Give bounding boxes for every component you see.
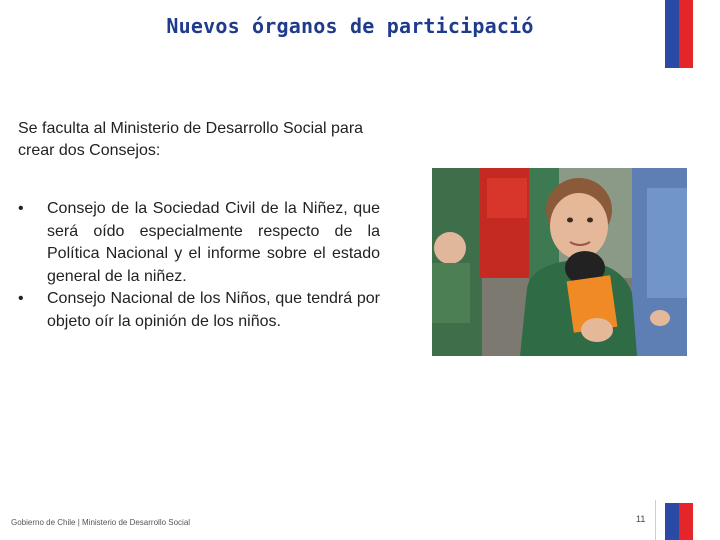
page-title: Nuevos órganos de participació <box>166 14 534 38</box>
council-description: , que tendrá por objeto oír la opinión de los niños. <box>47 290 381 330</box>
council-description: , que será oído especialmente respecto de la Política Nacional y el informe sobre el estado general de la niñez. <box>47 200 380 285</box>
council-name: Consejo de la Sociedad Civil de la Niñez <box>47 200 344 217</box>
list-item <box>18 288 380 333</box>
flag-red-band <box>679 503 693 540</box>
children-photo <box>432 168 687 356</box>
flag-blue-band <box>665 0 679 68</box>
council-name: Consejo Nacional de los Niños <box>47 290 267 307</box>
council-list <box>18 198 380 333</box>
page-number: 11 <box>636 514 646 524</box>
flag-stripe-bottom <box>665 503 693 540</box>
photo-illustration <box>432 168 687 356</box>
footer-divider <box>655 500 656 540</box>
flag-blue-band <box>665 503 679 540</box>
footer-credit: Gobierno de Chile | Ministerio de Desarrollo Social <box>11 518 191 527</box>
flag-stripe-top <box>665 0 693 68</box>
bullet-marker: • <box>18 290 24 307</box>
flag-red-band <box>679 0 693 68</box>
intro-paragraph: Se faculta al Ministerio de Desarrollo Social para crear dos Consejos: <box>18 120 364 159</box>
list-item <box>18 198 380 288</box>
bullet-marker: • <box>18 200 24 217</box>
